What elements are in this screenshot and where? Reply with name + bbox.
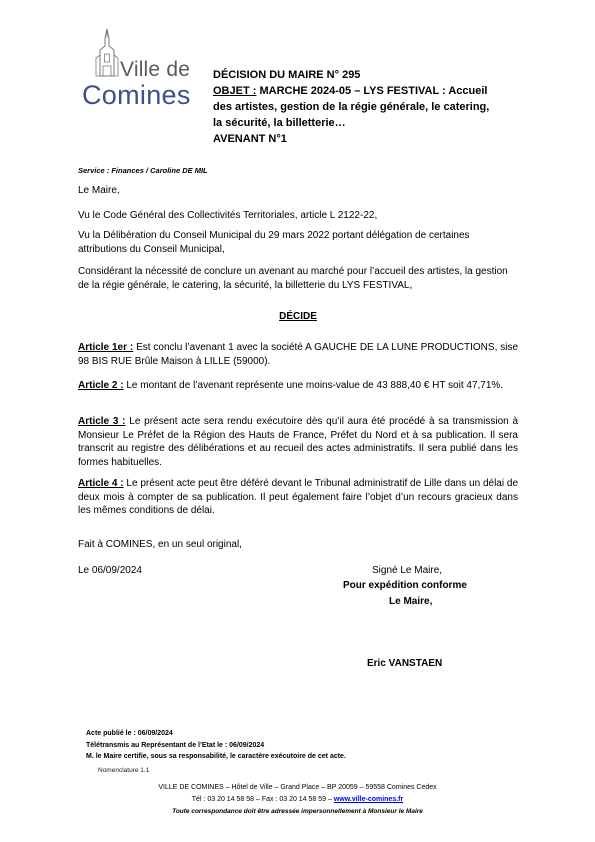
correspondence-note: Toute correspondance doit être adressée impersonnellement à Monsieur le Maire — [172, 808, 423, 815]
decision-title: DÉCISION DU MAIRE N° 295 — [213, 69, 361, 81]
vu-deliberation: Vu la Délibération du Conseil Municipal du 29 mars 2022 portant délégation de certaines attributions du Conseil Municipal, — [78, 230, 470, 255]
fait-a-comines: Fait à COMINES, en un seul original, — [78, 539, 242, 550]
article-3 — [78, 415, 518, 469]
signature-le-maire: Le Maire, — [389, 596, 433, 607]
nomenclature: Nomenclature 1.1 — [98, 767, 150, 774]
pour-expedition-conforme: Pour expédition conforme — [343, 580, 467, 591]
acte-publie: Acte publié le : 06/09/2024 — [86, 730, 173, 737]
tel-fax: Tél : 03 20 14 58 58 – Fax : 03 20 14 58 59 – — [191, 796, 334, 803]
contact-line — [60, 796, 535, 803]
article-4-label: Article 4 : — [78, 478, 124, 489]
article-2-label: Article 2 : — [78, 380, 124, 391]
le-maire-intro: Le Maire, — [78, 185, 120, 196]
objet-text-1: MARCHE 2024-05 – LYS FESTIVAL : Accueil — [256, 85, 488, 97]
signed-le-maire: Signé Le Maire, — [372, 565, 443, 576]
signer-name: Eric VANSTAEN — [367, 658, 443, 669]
city-address: VILLE DE COMINES – Hôtel de Ville – Grand Place – BP 20059 – 59558 Comines Cedex — [158, 784, 437, 791]
service-line: Service : Finances / Caroline DE MIL — [78, 166, 208, 175]
logo-text-top: Ville de — [120, 58, 191, 81]
article-1-label: Article 1er : — [78, 342, 134, 353]
logo-text-bottom: Comines — [82, 80, 191, 110]
teletransmis: Télétransmis au Représentant de l’Etat le : 06/09/2024 — [86, 742, 265, 749]
certification: M. le Maire certifie, sous sa responsabilité, le caractère exécutoire de cet acte. — [86, 753, 346, 760]
article-1 — [78, 341, 518, 368]
website-link[interactable]: www.ville-comines.fr — [333, 796, 404, 803]
city-logo — [78, 28, 198, 110]
decision-date: Le 06/09/2024 — [78, 565, 142, 576]
article-1-text: Est conclu l’avenant 1 avec la société A GAUCHE DE LA LUNE PRODUCTIONS, sise 98 BIS RUE Brûle Maison à LILLE (59000). — [78, 342, 518, 367]
objet-line-2: des artistes, gestion de la régie générale, le catering, — [213, 101, 490, 113]
objet-label: OBJET : — [213, 85, 257, 97]
article-3-label: Article 3 : — [78, 416, 126, 427]
objet-line-3: la sécurité, la billetterie… — [213, 117, 346, 129]
decision-header — [213, 67, 533, 147]
article-2-text: Le montant de l’avenant représente une moins-value de 43 888,40 € HT soit 47,71%. — [123, 380, 504, 391]
vu-code-general: Vu le Code Général des Collectivités Territoriales, article L 2122-22, — [78, 210, 378, 221]
article-4-text: Le présent acte peut être déféré devant le Tribunal administratif de Lille dans un délai de deux mois à compter de sa publication. Il peut également faire l’objet d’un recours gracieux dans les mêmes conditions de délai. — [78, 478, 518, 516]
objet-line-1 — [213, 83, 533, 99]
church-icon — [92, 28, 122, 78]
article-2 — [78, 379, 518, 393]
decide-heading: DÉCIDE — [279, 311, 317, 322]
article-3-text: Le présent acte sera rendu exécutoire dès qu’il aura été procédé à sa transmission à Monsieur Le Préfet de la Région des Hauts de France, Préfet du Nord et à sa publication. Il sera transcrit au registre des délibérations et au recueil des actes administratifs. Il sera publié dans les formes habituelles. — [78, 416, 519, 468]
article-4 — [78, 477, 518, 518]
avenant-label: AVENANT N°1 — [213, 133, 287, 145]
considerant: Considérant la nécessité de conclure un avenant au marché pour l’accueil des artistes, la gestion de la régie générale, le catering, la sécurité, la billetterie du LYS FESTIVAL, — [78, 266, 508, 291]
